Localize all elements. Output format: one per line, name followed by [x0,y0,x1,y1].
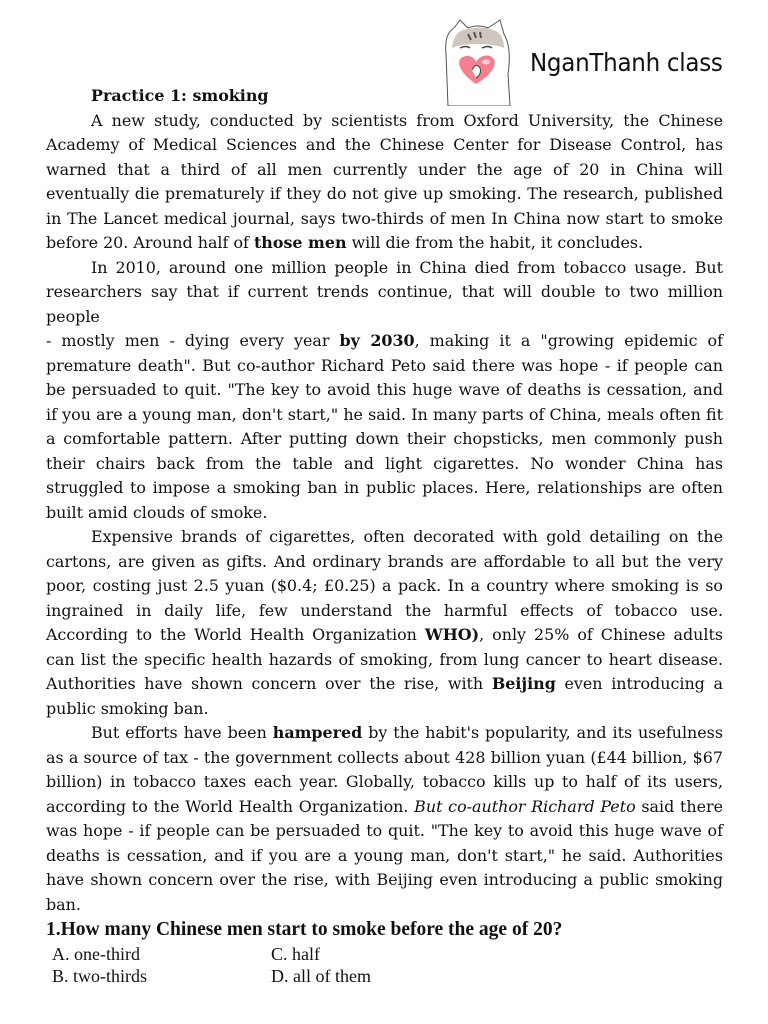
brand-name: NganThanh class [530,48,723,77]
paragraph [46,525,723,721]
text-run: But efforts have been [91,723,273,742]
paragraph [46,721,723,917]
option-a[interactable]: A. one-third [52,944,140,964]
bold-text: WHO) [424,625,480,644]
practice-title: Practice 1: smoking [91,86,269,105]
paragraph [46,109,723,256]
paragraph [46,329,723,525]
question-1: 1.How many Chinese men start to smoke before the age of 20? [46,919,563,940]
italic-text: But co-author Richard Peto [414,796,636,816]
bold-text: those men [253,233,347,252]
text-run: In 2010, around one million people in China died from tobacco usage. But researchers say that if current trends continue, that will double to two million people [46,257,723,326]
text-run: by the habit's popularity, and its usefulness as a source of tax - the government collects about 428 billion yuan (£44 billion, $67 billion) in tobacco taxes each year. Globally, tobacco kills up to half of its users, according to the World Health Organization. [46,723,723,816]
bold-text: hampered [272,723,363,742]
option-c[interactable]: C. half [271,944,320,964]
text-run: , making it a "growing epidemic of premature death". But co-author Richard Peto said there was hope - if people can be persuaded to quit. "The key to avoid this huge wave of deaths is cessation, and if you are a young man, don't start," he said. In many parts of China, meals often fit a comfortable pattern. After putting down their chopsticks, men commonly push their chairs back from the table and light cigarettes. No wonder China has struggled to impose a smoking ban in public places. Here, relationships are often built amid clouds of smoke. [46,331,723,522]
bold-text: Beijing [491,674,556,693]
reading-passage [46,84,723,917]
option-d[interactable]: D. all of them [271,966,371,986]
bold-text: by 2030 [339,331,415,350]
option-b[interactable]: B. two-thirds [52,966,148,986]
text-run: A new study, conducted by scientists from Oxford University, the Chinese Academy of Medical Sciences and the Chinese Center for Disease Control, has warned that a third of all men currently under the age of 20 in China will eventually die prematurely if they do not give up smoking. The research, published in The Lancet medical journal, says two-thirds of men In China now start to smoke before 20. Around half of [46,110,723,252]
text-run: , only 25% of Chinese adults can list the specific health hazards of smoking, from lung cancer to heart disease. Authorities have shown concern over the rise, with [46,625,723,693]
paragraph [46,256,723,330]
text-run: will die from the habit, it concludes. [346,233,644,252]
text-run: - mostly men - dying every year [46,331,340,350]
text-run: even introducing a public smoking ban. [46,674,723,718]
text-run: Expensive brands of cigarettes, often decorated with gold detailing on the cartons, are given as gifts. And ordinary brands are affordable to all but the very poor, costing just 2.5 yuan ($0.4; £0.25) a pack. In a country where smoking is so ingrained in daily life, few understand the harmful effects of tobacco use. According to the World Health Organization [46,527,723,644]
text-run: said there was hope - if people can be persuaded to quit. "The key to avoid this huge wave of deaths is cessation, and if you are a young man, don't start," he said. Authorities have shown concern over the rise, with Beijing even introducing a public smoking ban. [46,796,723,914]
